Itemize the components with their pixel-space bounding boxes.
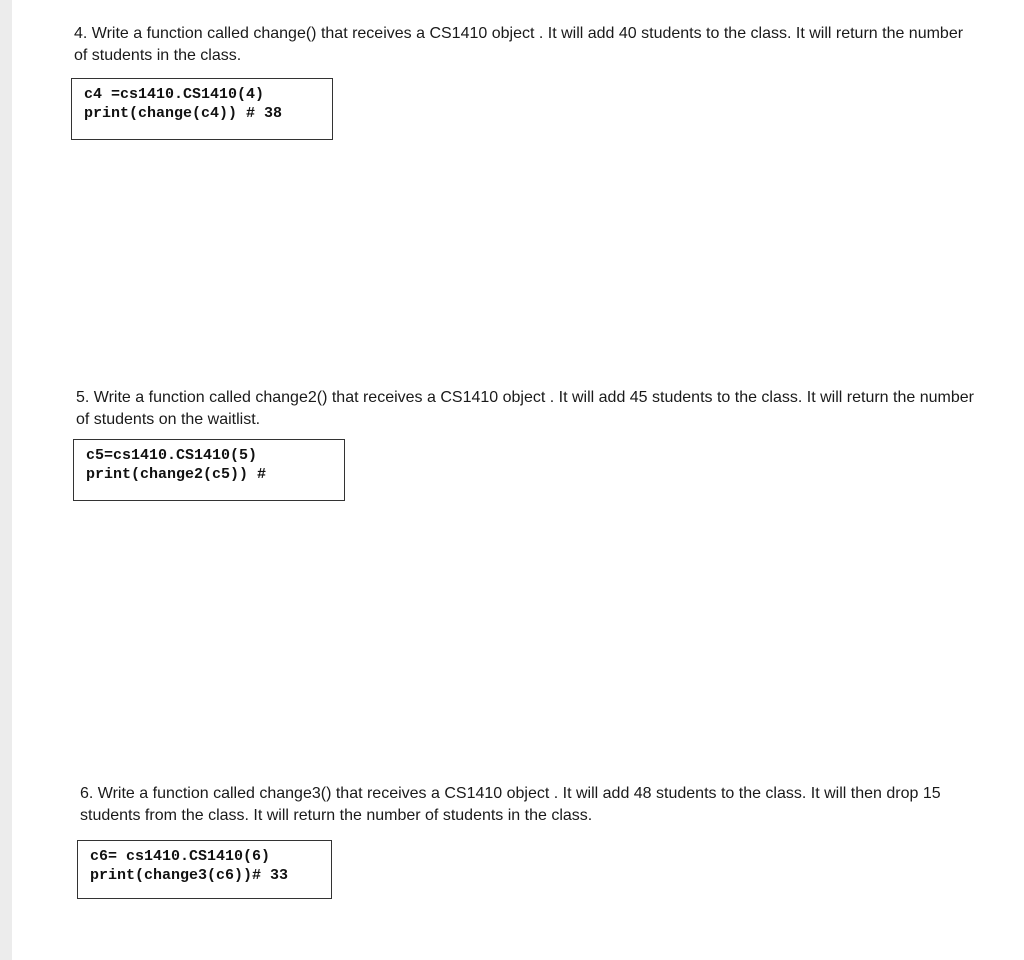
question-5-text: 5. Write a function called change2() that receives a CS1410 object . It will add 45 students to the class. It will return the number of students on the waitlist. — [76, 389, 974, 428]
page-margin-strip — [0, 0, 12, 960]
question-6-text: 6. Write a function called change3() that receives a CS1410 object . It will add 48 students to the class. It will then drop 15 students from the class. It will return the number of students in the class. — [80, 785, 941, 824]
question-4-text: 4. Write a function called change() that receives a CS1410 object . It will add 40 students to the class. It will return the number of students in the class. — [74, 25, 964, 64]
code-line: c5=cs1410.CS1410(5) — [86, 447, 258, 464]
code-line: c6= cs1410.CS1410(6) — [90, 848, 271, 865]
code-line: print(change(c4)) # 38 — [84, 105, 283, 122]
code-line: c4 =cs1410.CS1410(4) — [84, 86, 265, 103]
question-6-code-box — [77, 840, 332, 899]
question-5-code-box — [73, 439, 345, 501]
code-line: print(change3(c6))# 33 — [90, 867, 289, 884]
code-line: print(change2(c5)) # — [86, 466, 267, 483]
question-4-code-box — [71, 78, 333, 140]
